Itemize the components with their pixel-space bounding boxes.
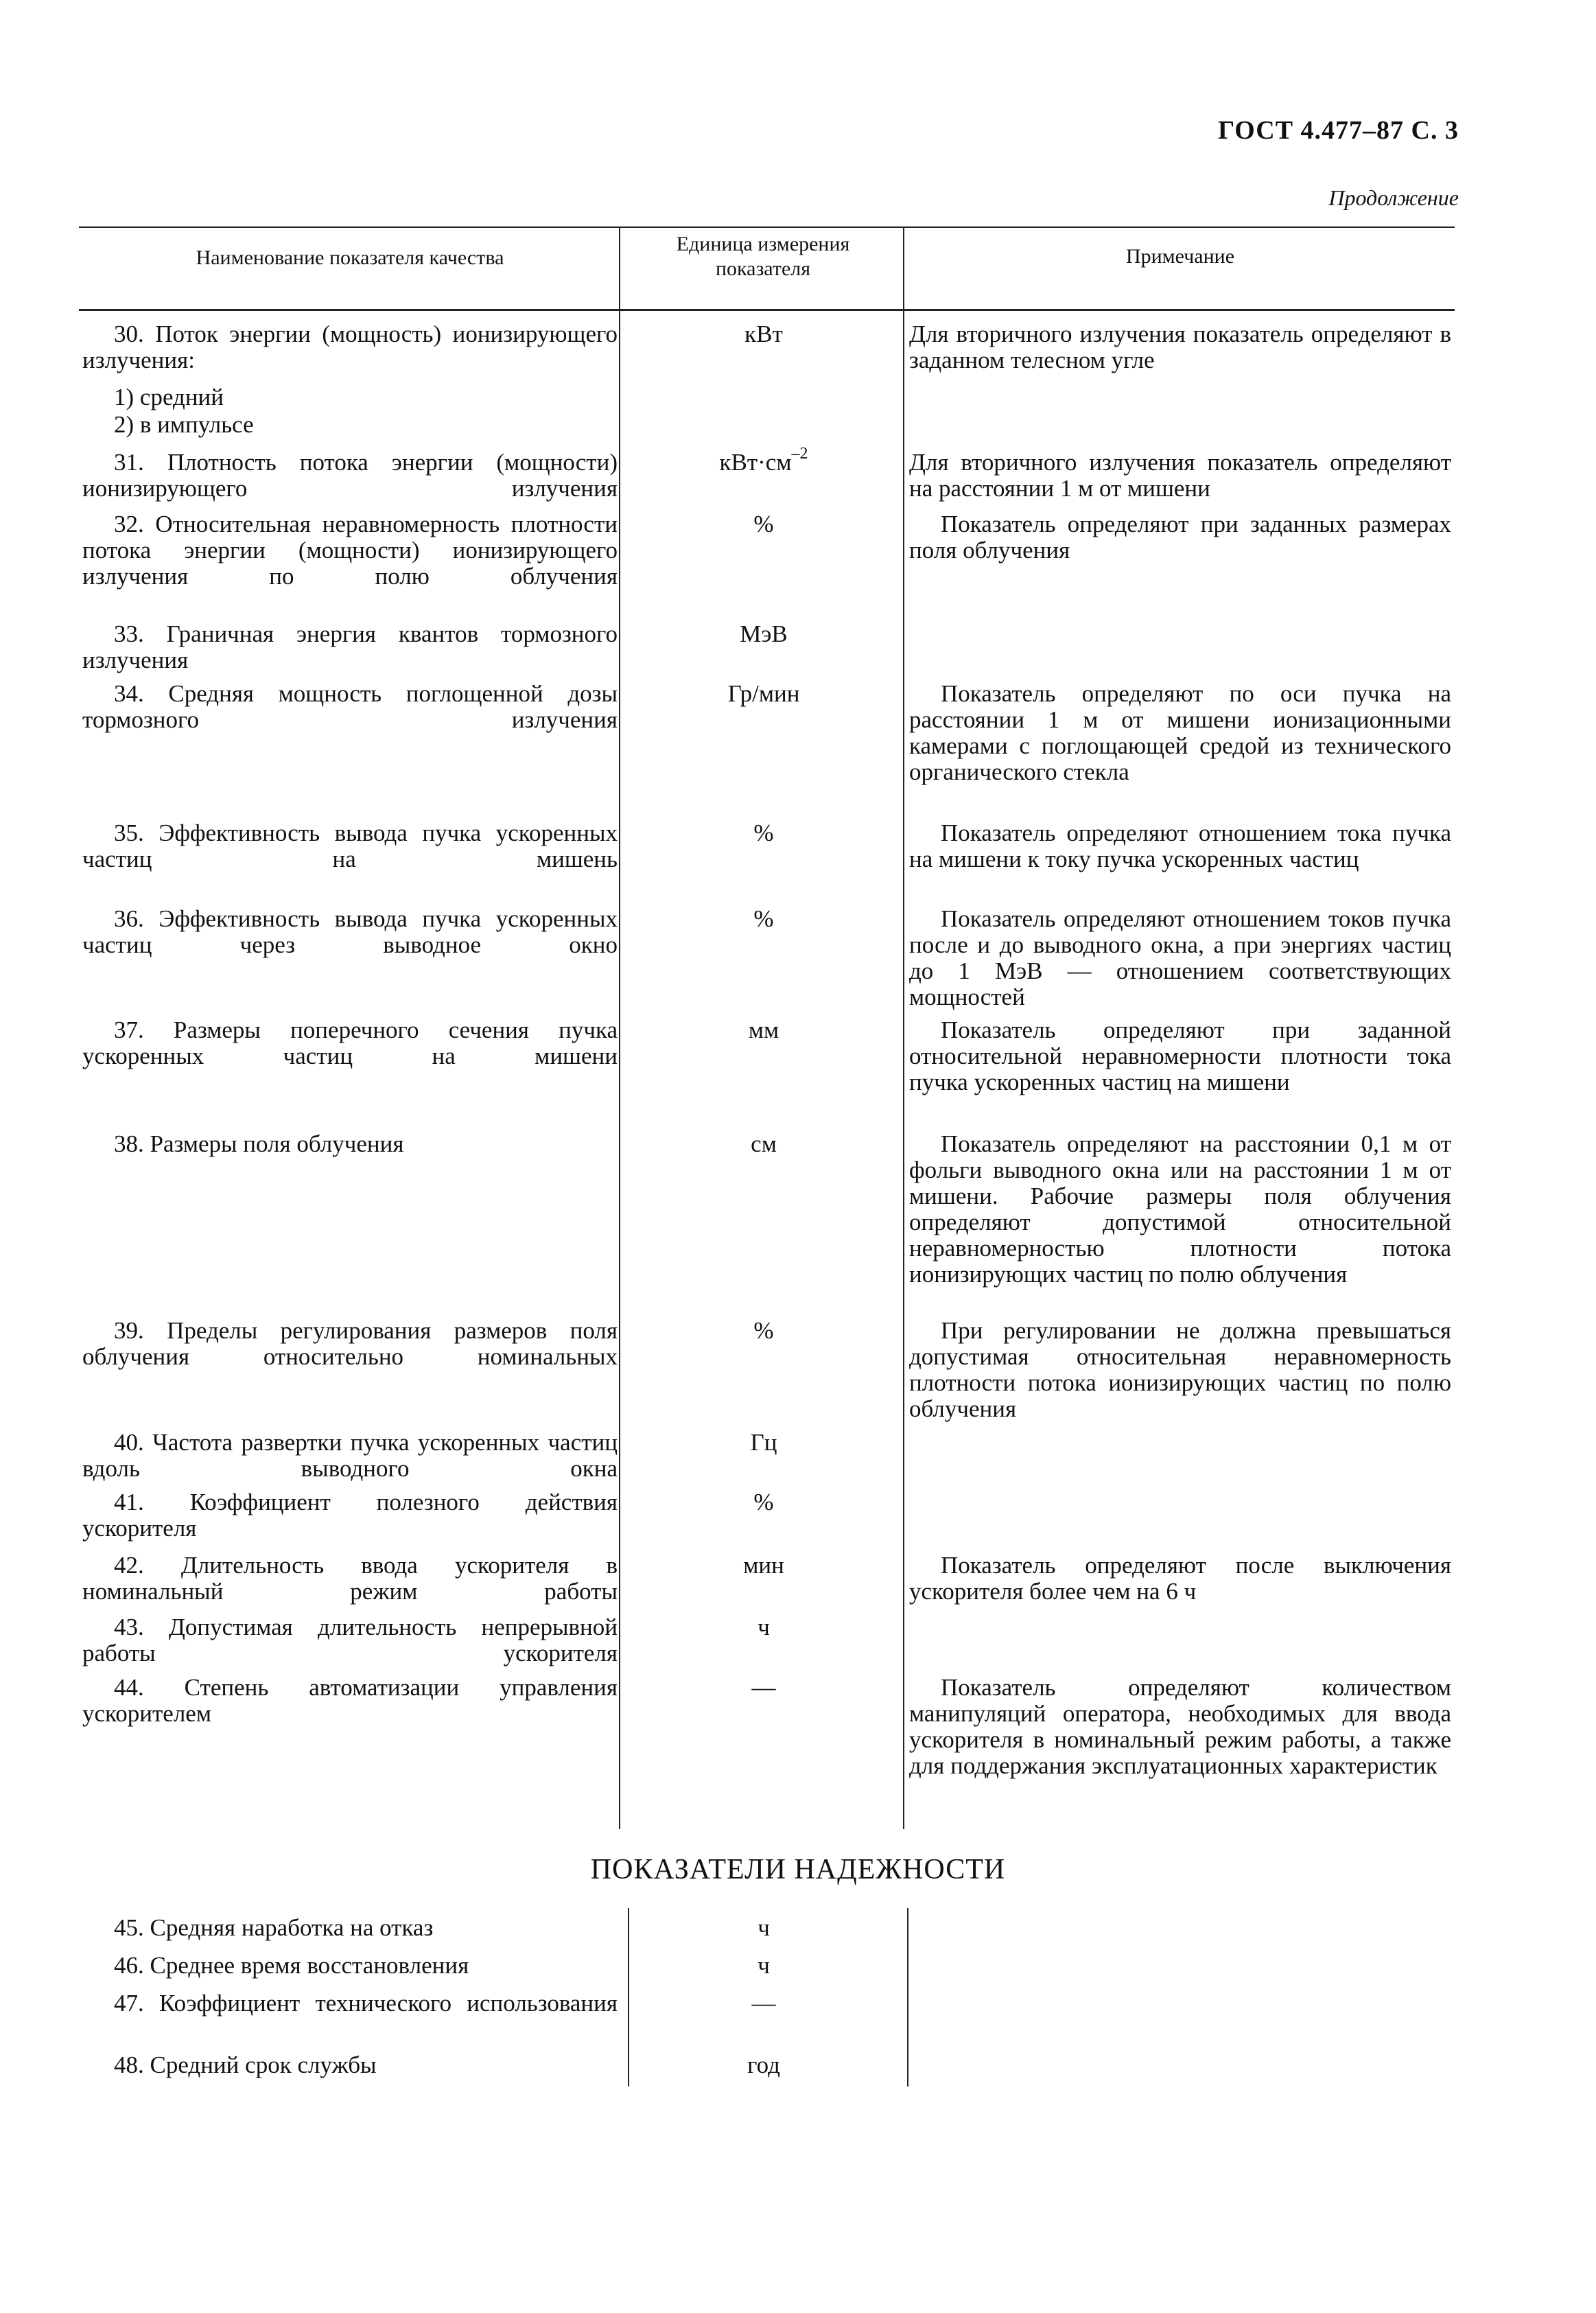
table-row-44-note: Показатель определяют количеством манипуляций оператора, необходимых для ввода ускорителя в номинальный режим работы, а также для поддержания эксплуатационных характеристик <box>909 1674 1451 1779</box>
reliability-row-48-unit: год <box>747 2052 780 2078</box>
reliability-row-47-name: 47. Коэффициент технического использования <box>114 1990 618 2016</box>
reliability-row-45-unit: ч <box>758 1914 770 1941</box>
table-row-41-name: 41. Коэффициент полезного действия ускорителя <box>82 1489 618 1542</box>
table-row-42-unit: мин <box>743 1552 784 1579</box>
table-row-34-name: 34. Средняя мощность поглощенной дозы тормозного излучения <box>82 680 618 733</box>
reliability-row-46-name: 46. Среднее время восстановления <box>114 1952 469 1979</box>
table-row-40-name: 40. Частота развертки пучка ускоренных частиц вдоль выводного окна <box>82 1429 618 1482</box>
table-row-30-note: Для вторичного излучения показатель определяют в заданном телесном угле <box>909 321 1451 373</box>
reliability-section-title: ПОКАЗАТЕЛИ НАДЕЖНОСТИ <box>590 1854 1006 1885</box>
header-quality-indicator: Наименование показателя качества <box>196 246 504 269</box>
column-divider-1 <box>619 226 620 1829</box>
table-row-39-note: При регулировании не должна превышаться допустимая относительная неравномерность плотности потока ионизирующих частиц по полю облучения <box>909 1317 1451 1422</box>
table-row-34-unit: Гр/мин <box>727 680 800 707</box>
table-top-rule <box>79 226 1455 228</box>
table-header-rule <box>79 309 1455 311</box>
table-row-30-sub2: 2) в импульсе <box>114 411 254 438</box>
table-row-37-note: Показатель определяют при заданной относительной неравномерности плотности тока пучка ускоренных частиц на мишени <box>909 1016 1451 1095</box>
table-row-44-unit: — <box>751 1674 776 1701</box>
table-row-30-sub1: 1) средний <box>114 384 224 410</box>
table-row-37-name: 37. Размеры поперечного сечения пучка ускоренных частиц на мишени <box>82 1016 618 1069</box>
table-row-40-unit: Гц <box>750 1429 777 1456</box>
table-row-38-note: Показатель определяют на расстоянии 0,1 м от фольги выводного окна или на расстоянии 1 м от мишени. Рабочие размеры поля облучения определяют допустимой относительной неравномерностью плотности потока ионизирующих частиц по полю облучения <box>909 1130 1451 1288</box>
table-row-36-name: 36. Эффективность вывода пучка ускоренных частиц через выводное окно <box>82 905 618 958</box>
table-row-39-name: 39. Пределы регулирования размеров поля облучения относительно номинальных <box>82 1317 618 1370</box>
reliability-row-48-name: 48. Средний срок службы <box>114 2052 377 2078</box>
table-row-31-unit: $кВт\cdot см^{-2}$ <box>719 445 808 476</box>
table-row-33-unit: МэВ <box>740 620 788 647</box>
table-row-35-unit: % <box>753 820 774 846</box>
table-row-37-unit: мм <box>748 1016 779 1043</box>
table-row-34-note: Показатель определяют по оси пучка на расстоянии 1 м от мишени ионизационными камерами с поглощающей средой из технического органического стекла <box>909 680 1451 785</box>
table-row-33-name: 33. Граничная энергия квантов тормозного излучения <box>82 620 618 673</box>
header-unit: Единица измерения показателя <box>676 233 850 280</box>
reliability-row-46-unit: ч <box>758 1952 770 1979</box>
table-row-38-name: 38. Размеры поля облучения <box>114 1130 404 1157</box>
table-row-36-note: Показатель определяют отношением токов пучка после и до выводного окна, а при энергиях частиц до 1 МэВ — отношением соответствующих мощностей <box>909 905 1451 1010</box>
table-row-31-note: Для вторичного излучения показатель определяют на расстоянии 1 м от мишени <box>909 449 1451 502</box>
table-row-44-name: 44. Степень автоматизации управления ускорителем <box>82 1674 618 1727</box>
table-row-38-unit: см <box>751 1130 777 1157</box>
continuation-label: Продолжение <box>1328 185 1459 210</box>
table-row-35-note: Показатель определяют отношением тока пучка на мишени к току пучка ускоренных частиц <box>909 820 1451 872</box>
table-row-30-name: 30. Поток энергии (мощность) ионизирующего излучения: <box>82 321 618 373</box>
reliability-divider-2 <box>907 1908 908 2087</box>
reliability-row-45-name: 45. Средняя наработка на отказ <box>114 1914 434 1941</box>
reliability-row-47-unit: — <box>751 1990 776 2016</box>
header-note: Примечание <box>1125 245 1235 268</box>
table-row-42-note: Показатель определяют после выключения ускорителя более чем на 6 ч <box>909 1552 1451 1605</box>
table-row-32-note: Показатель определяют при заданных размерах поля облучения <box>909 511 1451 563</box>
table-row-43-unit: ч <box>758 1614 770 1640</box>
table-row-42-name: 42. Длительность ввода ускорителя в номинальный режим работы <box>82 1552 618 1605</box>
table-row-32-unit: % <box>753 511 774 537</box>
page-header-title: ГОСТ 4.477–87 С. 3 <box>1218 116 1459 145</box>
table-row-32-name: 32. Относительная неравномерность плотности потока энергии (мощности) ионизирующего излучения по полю облучения <box>82 511 618 590</box>
table-row-36-unit: % <box>753 905 774 932</box>
table-row-39-unit: % <box>753 1317 774 1344</box>
table-row-31-name: 31. Плотность потока энергии (мощности) ионизирующего излучения <box>82 449 618 502</box>
table-row-30-unit: кВт <box>744 321 783 347</box>
table-row-43-name: 43. Допустимая длительность непрерывной работы ускорителя <box>82 1614 618 1666</box>
table-row-41-unit: % <box>753 1489 774 1515</box>
table-row-35-name: 35. Эффективность вывода пучка ускоренных частиц на мишень <box>82 820 618 872</box>
